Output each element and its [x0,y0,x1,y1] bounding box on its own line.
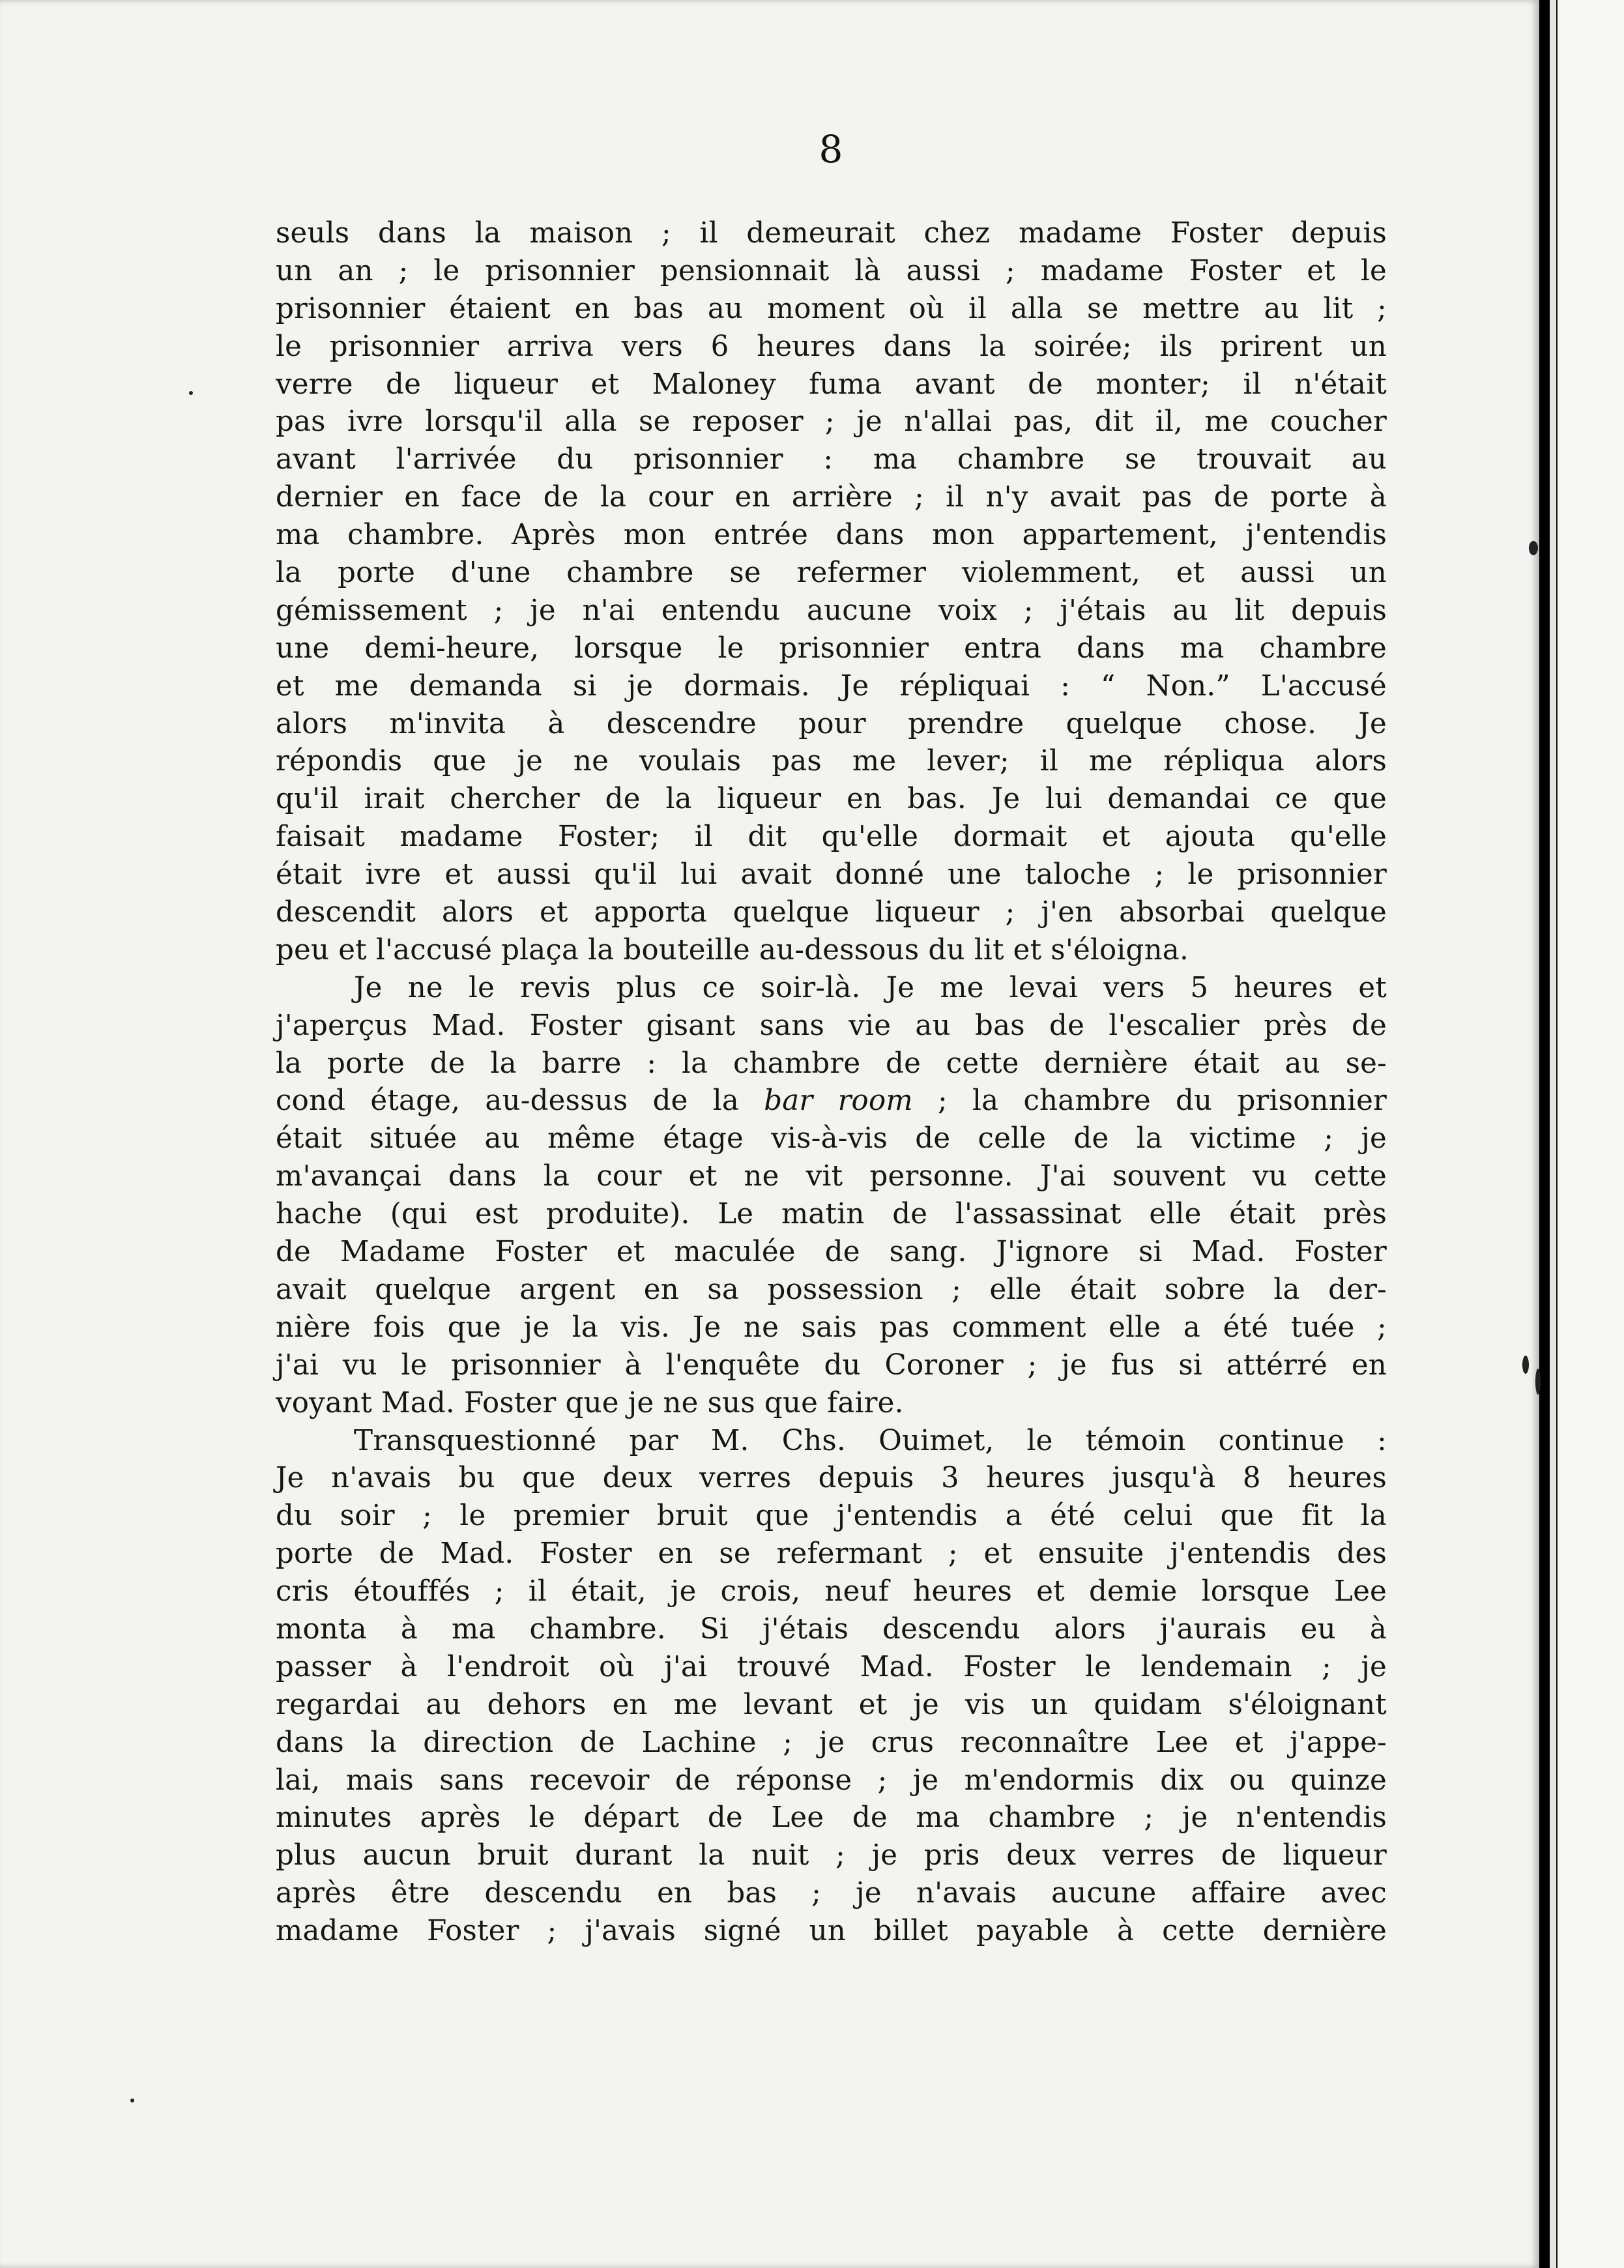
text-line: Transquestionné par M. Chs. Ouimet, le témoin continue : [354,1424,1387,1457]
text-line: la porte d'une chambre se refermer violemment, et aussi un [276,557,1387,590]
text-line: faisait madame Foster; il dit qu'elle dormait et ajouta qu'elle [276,821,1387,854]
text-line: avant l'arrivée du prisonnier : ma chambre se trouvait au [276,443,1387,476]
text-line: était ivre et aussi qu'il lui avait donné une taloche ; le prisonnier [276,858,1387,892]
text-line: dernier en face de la cour en arrière ; il n'y avait pas de porte à [276,481,1387,514]
text-line: nière fois que je la vis. Je ne sais pas comment elle a été tuée ; [276,1311,1387,1344]
text-line: et me demanda si je dormais. Je répliquai : “ Non.” L'accusé [276,669,1387,703]
text-line: de Madame Foster et maculée de sang. J'ignore si Mad. Foster [276,1236,1387,1269]
text-line: le prisonnier arriva vers 6 heures dans la soirée; ils prirent un [276,330,1387,363]
scan-speck [1522,1356,1529,1374]
text-line: du soir ; le premier bruit que j'entendis a été celui que fit la [276,1500,1387,1533]
text-line: porte de Mad. Foster en se refermant ; et ensuite j'entendis des [276,1537,1387,1571]
text-line: descendit alors et apporta quelque liqueur ; j'en absorbai quelque [276,896,1387,929]
text-line: gémissement ; je n'ai entendu aucune voix ; j'étais au lit depuis [276,594,1387,627]
text-line: pas ivre lorsqu'il alla se reposer ; je n'allai pas, dit il, me coucher [276,405,1387,439]
text-line: ma chambre. Après mon entrée dans mon appartement, j'entendis [276,519,1387,552]
text-line: peu et l'accusé plaça la bouteille au-dessous du lit et s'éloigna. [276,933,1189,967]
text-line: lai, mais sans recevoir de réponse ; je m'endormis dix ou quinze [276,1764,1387,1797]
text-line: dans la direction de Lachine ; je crus reconnaître Lee et j'appe- [276,1726,1387,1759]
text-line: Je n'avais bu que deux verres depuis 3 heures jusqu'à 8 heures [276,1462,1387,1495]
scan-speck [130,2099,134,2102]
text-line: monta à ma chambre. Si j'étais descendu alors j'aurais eu à [276,1612,1387,1646]
text-line: était située au même étage vis-à-vis de celle de la victime ; je [276,1122,1387,1156]
scan-speck [1529,541,1538,555]
text-line: passer à l'endroit où j'ai trouvé Mad. Foster le lendemain ; je [276,1650,1387,1683]
text-line: Je ne le revis plus ce soir-là. Je me levai vers 5 heures et [354,971,1387,1004]
text-line: avait quelque argent en sa possession ; elle était sobre la der- [276,1273,1387,1306]
text-line: qu'il irait chercher de la liqueur en bas. Je lui demandai ce que [276,783,1387,816]
italic-phrase: bar room [764,1084,913,1118]
text-line: j'aperçus Mad. Foster gisant sans vie au bas de l'escalier près de [276,1009,1387,1042]
body-text [276,215,1387,1951]
text-line: répondis que je ne voulais pas me lever; il me répliqua alors [276,745,1387,778]
page-number: 8 [819,127,843,171]
text-line: plus aucun bruit durant la nuit ; je pris deux verres de liqueur [276,1839,1387,1872]
text-line: seuls dans la maison ; il demeurait chez madame Foster depuis [276,217,1387,250]
text-line: j'ai vu le prisonnier à l'enquête du Coroner ; je fus si attérré en [276,1348,1387,1382]
text-line: verre de liqueur et Maloney fuma avant de monter; il n'était [276,368,1387,401]
text-line: un an ; le prisonnier pensionnait là aussi ; madame Foster et le [276,254,1387,287]
text-line: après être descendu en bas ; je n'avais aucune affaire avec [276,1877,1387,1910]
text-line: hache (qui est produite). Le matin de l'assassinat elle était près [276,1198,1387,1231]
text-line: cris étouffés ; il était, je crois, neuf heures et demie lorsque Lee [276,1575,1387,1608]
text-line: alors m'invita à descendre pour prendre quelque chose. Je [276,707,1387,740]
text-line: minutes après le départ de Lee de ma chambre ; je n'entendis [276,1801,1387,1835]
text-line: une demi-heure, lorsque le prisonnier entra dans ma chambre [276,632,1387,665]
adjacent-page-strip [1558,0,1624,2268]
text-line: la porte de la barre : la chambre de cette dernière était au se- [276,1047,1387,1080]
text-segment: ; la chambre du prisonnier [938,1084,1387,1118]
text-line: prisonnier étaient en bas au moment où il alla se mettre au lit ; [276,292,1387,325]
page-gutter [1550,0,1556,2268]
text-line: m'avançai dans la cour et ne vit personne. J'ai souvent vu cette [276,1160,1387,1193]
scan-speck [189,391,193,395]
scan-speck [1535,1369,1541,1395]
text-line: madame Foster ; j'avais signé un billet payable à cette dernière [276,1915,1387,1948]
text-segment: cond étage, au-dessus de la [276,1084,739,1118]
text-line-mixed [276,1083,1387,1120]
text-line: regardai au dehors en me levant et je vis un quidam s'éloignant [276,1688,1387,1721]
text-line: voyant Mad. Foster que je ne sus que faire. [276,1386,904,1419]
